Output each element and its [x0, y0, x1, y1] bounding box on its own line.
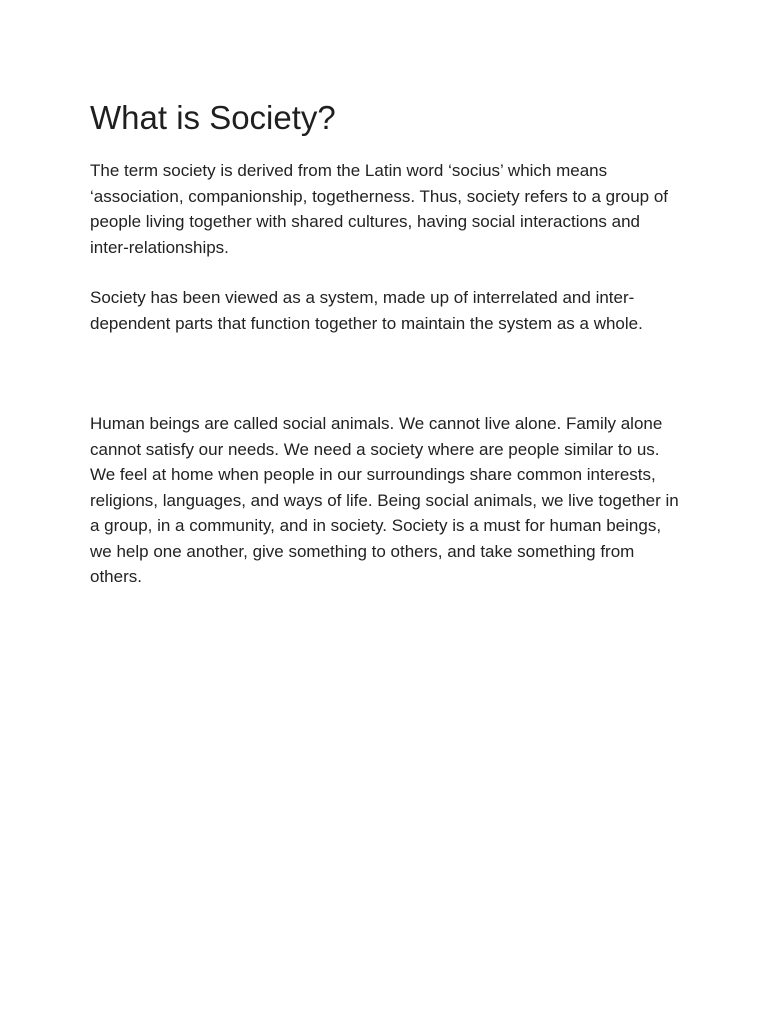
paragraph-system: Society has been viewed as a system, made up of interrelated and inter-dependent parts that function together to maintain the system as a whole.	[90, 288, 643, 333]
paragraph-social-animals: Human beings are called social animals. We cannot live alone. Family alone cannot satisfy our needs. We need a society where are people similar to us. We feel at home when people in our surroundings share common interests, religions, languages, and ways of life. Being social animals, we live together in a group, in a community, and in society. Society is a must for human beings, we help one another, give something to others, and take something from others.	[90, 414, 679, 586]
document-title: What is Society?	[90, 99, 336, 136]
paragraph-definition: The term society is derived from the Latin word ‘socius’ which means ‘association, companionship, togetherness. Thus, society refers to a group of people living together with shared cultures, having social interactions and inter-relationships.	[90, 161, 669, 257]
document-body	[90, 96, 680, 590]
